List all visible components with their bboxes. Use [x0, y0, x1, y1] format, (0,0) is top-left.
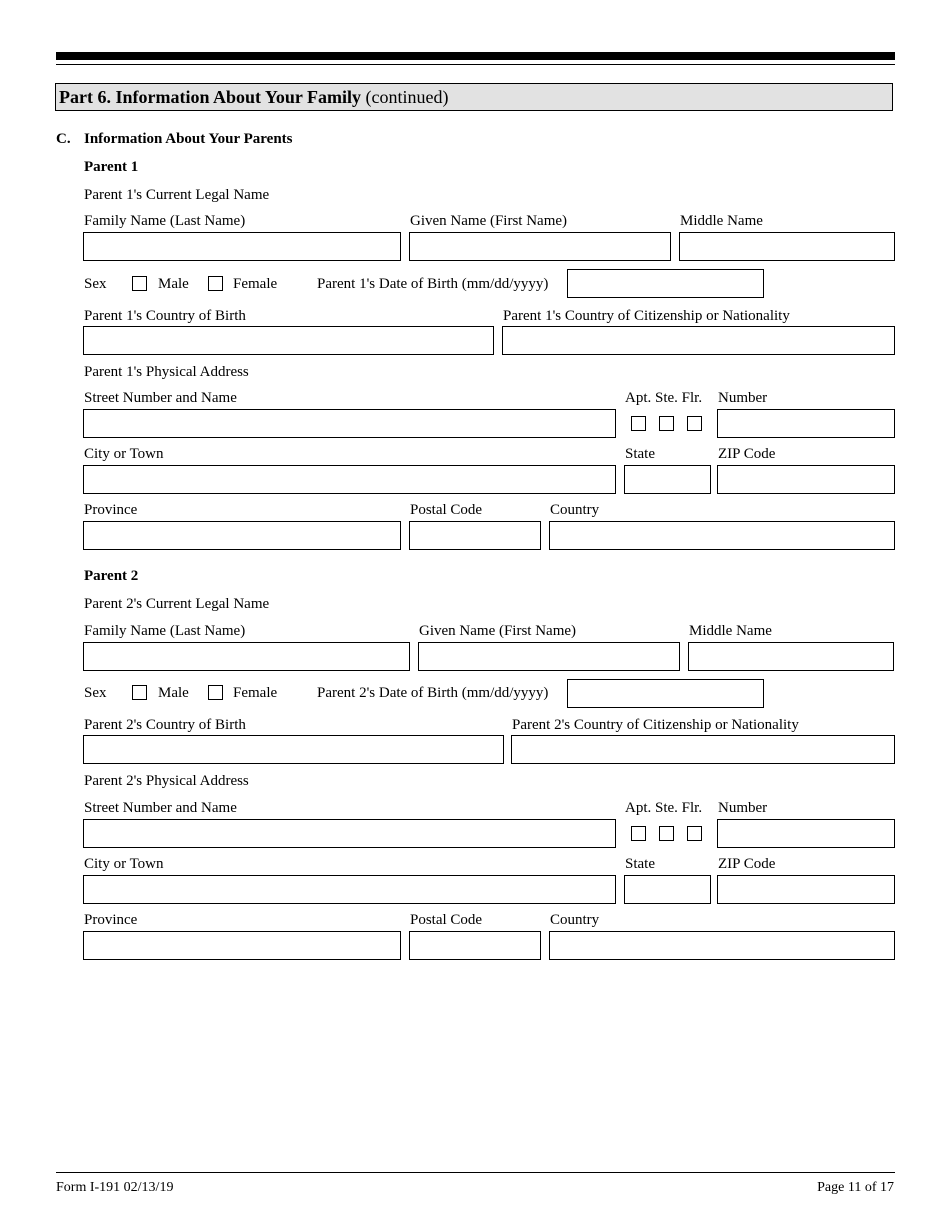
footer-form-id: Form I-191 02/13/19 — [56, 1180, 174, 1195]
parent2-middle-name-label: Middle Name — [689, 623, 772, 639]
part-title: Part 6. Information About Your Family — [59, 87, 362, 107]
parent2-street-field[interactable] — [83, 819, 616, 848]
parent1-city-field[interactable] — [83, 465, 616, 494]
parent1-number-field[interactable] — [717, 409, 895, 438]
parent2-middle-name-field[interactable] — [688, 642, 894, 671]
parent1-province-field[interactable] — [83, 521, 401, 550]
parent1-address-label: Parent 1's Physical Address — [84, 364, 249, 380]
parent2-dob-field[interactable] — [567, 679, 764, 708]
parent1-apt-label: Apt. Ste. Flr. — [625, 390, 703, 406]
parent2-given-name-field[interactable] — [418, 642, 680, 671]
parent2-city-field[interactable] — [83, 875, 616, 904]
parent2-country-field[interactable] — [549, 931, 895, 960]
parent1-family-name-field[interactable] — [83, 232, 401, 261]
parent1-postal-field[interactable] — [409, 521, 541, 550]
top-thin-rule — [56, 64, 895, 65]
parent1-number-label: Number — [718, 390, 768, 406]
parent2-zip-field[interactable] — [717, 875, 895, 904]
parent2-number-label: Number — [718, 800, 768, 816]
parent1-citizenship-label: Parent 1's Country of Citizenship or Nationality — [503, 308, 790, 324]
parent1-female-checkbox[interactable] — [208, 276, 223, 291]
parent2-province-field[interactable] — [83, 931, 401, 960]
parent2-postal-label: Postal Code — [410, 912, 483, 928]
parent2-heading: Parent 2 — [84, 568, 139, 584]
parent1-heading: Parent 1 — [84, 159, 139, 175]
parent2-city-label: City or Town — [84, 856, 164, 872]
parent1-legal-name-label: Parent 1's Current Legal Name — [84, 187, 270, 203]
parent2-state-field[interactable] — [624, 875, 711, 904]
parent2-postal-field[interactable] — [409, 931, 541, 960]
part-header — [55, 83, 893, 111]
parent2-dob-label: Parent 2's Date of Birth (mm/dd/yyyy) — [317, 685, 549, 701]
parent1-state-label: State — [625, 446, 655, 462]
parent2-ste-checkbox[interactable] — [659, 826, 674, 841]
parent1-country-birth-field[interactable] — [83, 326, 494, 355]
parent2-zip-label: ZIP Code — [718, 856, 776, 872]
parent2-country-label: Country — [550, 912, 600, 928]
parent2-female-checkbox[interactable] — [208, 685, 223, 700]
footer-page-number: Page 11 of 17 — [817, 1180, 894, 1195]
parent1-female-label: Female — [233, 276, 278, 292]
parent1-street-field[interactable] — [83, 409, 616, 438]
section-letter: C. — [56, 131, 71, 147]
parent1-middle-name-label: Middle Name — [680, 213, 763, 229]
parent1-country-field[interactable] — [549, 521, 895, 550]
parent2-flr-checkbox[interactable] — [687, 826, 702, 841]
parent1-sex-label: Sex — [84, 276, 107, 292]
parent2-family-name-field[interactable] — [83, 642, 410, 671]
parent1-country-label: Country — [550, 502, 600, 518]
parent2-male-checkbox[interactable] — [132, 685, 147, 700]
parent2-given-name-label: Given Name (First Name) — [419, 623, 577, 639]
top-thick-rule — [56, 52, 895, 60]
footer-rule — [56, 1172, 895, 1173]
parent2-street-label: Street Number and Name — [84, 800, 237, 816]
parent1-apt-checkbox[interactable] — [631, 416, 646, 431]
parent2-state-label: State — [625, 856, 655, 872]
parent2-apt-label: Apt. Ste. Flr. — [625, 800, 703, 816]
parent1-province-label: Province — [84, 502, 138, 518]
parent2-female-label: Female — [233, 685, 278, 701]
parent1-male-checkbox[interactable] — [132, 276, 147, 291]
part-title-suffix: (continued) — [361, 87, 449, 107]
parent1-flr-checkbox[interactable] — [687, 416, 702, 431]
parent1-family-name-label: Family Name (Last Name) — [84, 213, 246, 229]
parent1-city-label: City or Town — [84, 446, 164, 462]
parent1-street-label: Street Number and Name — [84, 390, 237, 406]
parent1-country-birth-label: Parent 1's Country of Birth — [84, 308, 246, 324]
parent2-citizenship-field[interactable] — [511, 735, 895, 764]
parent1-state-field[interactable] — [624, 465, 711, 494]
parent1-middle-name-field[interactable] — [679, 232, 895, 261]
parent2-legal-name-label: Parent 2's Current Legal Name — [84, 596, 270, 612]
section-title: Information About Your Parents — [84, 131, 293, 147]
parent2-sex-label: Sex — [84, 685, 107, 701]
parent2-province-label: Province — [84, 912, 138, 928]
parent2-address-label: Parent 2's Physical Address — [84, 773, 249, 789]
parent1-zip-label: ZIP Code — [718, 446, 776, 462]
parent2-family-name-label: Family Name (Last Name) — [84, 623, 246, 639]
parent1-dob-label: Parent 1's Date of Birth (mm/dd/yyyy) — [317, 276, 549, 292]
parent2-country-birth-field[interactable] — [83, 735, 504, 764]
parent1-dob-field[interactable] — [567, 269, 764, 298]
parent1-zip-field[interactable] — [717, 465, 895, 494]
parent2-country-birth-label: Parent 2's Country of Birth — [84, 717, 246, 733]
parent1-postal-label: Postal Code — [410, 502, 483, 518]
parent1-ste-checkbox[interactable] — [659, 416, 674, 431]
parent2-citizenship-label: Parent 2's Country of Citizenship or Nationality — [512, 717, 799, 733]
parent2-male-label: Male — [158, 685, 189, 701]
parent1-given-name-label: Given Name (First Name) — [410, 213, 568, 229]
parent1-citizenship-field[interactable] — [502, 326, 895, 355]
parent2-number-field[interactable] — [717, 819, 895, 848]
parent2-apt-checkbox[interactable] — [631, 826, 646, 841]
parent1-male-label: Male — [158, 276, 189, 292]
parent1-given-name-field[interactable] — [409, 232, 671, 261]
